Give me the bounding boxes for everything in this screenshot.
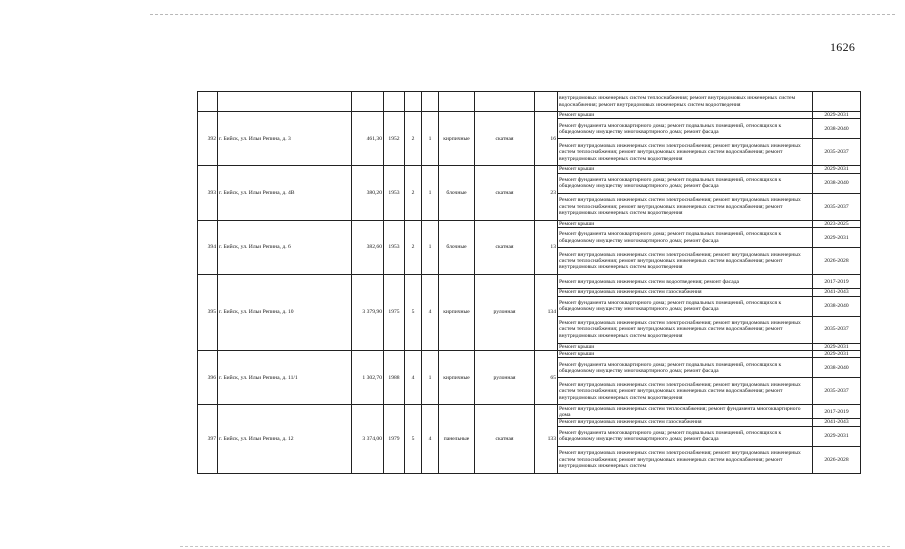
work-description: Ремонт фундамента многоквартирного дома; ремонт подвальных помещений, относящихся к общедомовому имуществу многоквартирного дома; ремонт фасада <box>558 173 813 193</box>
work-years: 2029-2031 <box>813 228 861 248</box>
floors-count: 2 <box>405 166 422 220</box>
work-years: 2038-2040 <box>813 173 861 193</box>
work-years: 2041-2043 <box>813 419 861 426</box>
empty-cell <box>198 92 218 112</box>
empty-cell <box>439 92 475 112</box>
house-area: 3 379,90 <box>352 275 384 351</box>
build-year: 1952 <box>384 112 405 166</box>
table-row <box>198 405 861 419</box>
work-description: Ремонт фундамента многоквартирного дома; ремонт подвальных помещений, относящихся к общедомовому имуществу многоквартирного дома; ремонт фасада <box>558 426 813 446</box>
residents-count: 133 <box>535 405 558 473</box>
repair-schedule-table-wrap <box>197 91 860 494</box>
entrances-count: 1 <box>422 351 439 405</box>
work-description: Ремонт фундамента многоквартирного дома; ремонт подвальных помещений, относящихся к общедомовому имуществу многоквартирного дома; ремонт фасада <box>558 296 813 316</box>
floors-count: 2 <box>405 220 422 274</box>
work-years: 2026-2028 <box>813 446 861 473</box>
floors-count: 5 <box>405 405 422 473</box>
work-description: Ремонт фундамента многоквартирного дома; ремонт подвальных помещений, относящихся к общедомовому имуществу многоквартирного дома; ремонт фасада <box>558 358 813 378</box>
work-years: 2038-2040 <box>813 358 861 378</box>
residents-count: 134 <box>535 275 558 351</box>
work-description: Ремонт внутридомовых инженерных систем электроснабжения; ремонт внутридомовых инженерных систем теплоснабжения; ремонт внутридомовых инженерных систем водоснабжения; ремонт внутридомовых инженерных систем водоотведения <box>558 316 813 343</box>
roof-type: рулонная <box>475 275 535 351</box>
residents-count: 23 <box>535 166 558 220</box>
entrances-count: 4 <box>422 275 439 351</box>
work-years: 2035-2037 <box>813 316 861 343</box>
floors-count: 4 <box>405 351 422 405</box>
work-description: Ремонт внутридомовых инженерных систем электроснабжения; ремонт внутридомовых инженерных систем теплоснабжения; ремонт внутридомовых инженерных систем водоснабжения; ремонт внутридомовых инженерных систем водоотведения <box>558 378 813 405</box>
work-description: Ремонт внутридомовых инженерных систем электроснабжения; ремонт внутридомовых инженерных систем теплоснабжения; ремонт внутридомовых инженерных систем водоснабжения; ремонт внутридомовых инженерных систем водоотведения <box>558 139 813 166</box>
wall-material: кирпичные <box>439 112 475 166</box>
table-row <box>198 166 861 173</box>
work-years: 2041-2043 <box>813 289 861 296</box>
work-years: 2038-2040 <box>813 296 861 316</box>
house-address: г. Бийск, ул. Ильи Репина, д. 10 <box>218 275 352 351</box>
work-years: 2026-2028 <box>813 248 861 275</box>
house-area: 1 302,70 <box>352 351 384 405</box>
work-years: 2023-2025 <box>813 220 861 227</box>
house-address: г. Бийск, ул. Ильи Репина, д. 4В <box>218 166 352 220</box>
roof-type: скатная <box>475 112 535 166</box>
residents-count: 16 <box>535 112 558 166</box>
work-description: Ремонт внутридомовых инженерных систем электроснабжения; ремонт внутридомовых инженерных систем теплоснабжения; ремонт внутридомовых инженерных систем водоснабжения; ремонт внутридомовых инженерных систем <box>558 446 813 473</box>
work-description: Ремонт внутридомовых инженерных систем газоснабжения <box>558 419 813 426</box>
wall-material: блочные <box>439 166 475 220</box>
row-number: 397 <box>198 405 218 473</box>
house-address: г. Бийск, ул. Ильи Репина, д. 12 <box>218 405 352 473</box>
work-description: Ремонт внутридомовых инженерных систем теплоснабжения; ремонт фундамента многоквартирного дома <box>558 405 813 419</box>
wall-material: панельные <box>439 405 475 473</box>
work-description: Ремонт внутридомовых инженерных систем газоснабжения <box>558 289 813 296</box>
empty-cell <box>475 92 535 112</box>
empty-cell <box>352 92 384 112</box>
work-description: Ремонт внутридомовых инженерных систем водоотведения; ремонт фасада <box>558 275 813 289</box>
house-address: г. Бийск, ул. Ильи Репина, д. 11/1 <box>218 351 352 405</box>
floors-count: 2 <box>405 112 422 166</box>
table-row <box>198 220 861 227</box>
row-number: 392 <box>198 112 218 166</box>
wall-material: блочные <box>439 220 475 274</box>
build-year: 1975 <box>384 275 405 351</box>
work-description: Ремонт фундамента многоквартирного дома; ремонт подвальных помещений, относящихся к общедомовому имуществу многоквартирного дома; ремонт фасада <box>558 228 813 248</box>
empty-cell <box>218 92 352 112</box>
table-row <box>198 275 861 289</box>
roof-type: скатная <box>475 220 535 274</box>
work-years: 2029-2031 <box>813 112 861 119</box>
work-description: внутридомовых инженерных систем теплоснабжения; ремонт внутридомовых инженерных систем водоснабжения; ремонт внутридомовых инженерных систем водоотведения <box>558 92 813 112</box>
house-area: 382,60 <box>352 220 384 274</box>
work-description: Ремонт внутридомовых инженерных систем электроснабжения; ремонт внутридомовых инженерных систем теплоснабжения; ремонт внутридомовых инженерных систем водоснабжения; ремонт внутридомовых инженерных систем водоотведения <box>558 193 813 220</box>
row-number: 394 <box>198 220 218 274</box>
table-row <box>198 351 861 358</box>
work-years: 2017-2019 <box>813 405 861 419</box>
work-description: Ремонт крыши <box>558 343 813 350</box>
work-years: 2029-2031 <box>813 351 861 358</box>
row-number: 395 <box>198 275 218 351</box>
work-years: 2035-2037 <box>813 193 861 220</box>
entrances-count: 1 <box>422 166 439 220</box>
work-description: Ремонт фундамента многоквартирного дома; ремонт подвальных помещений, относящихся к общедомовому имуществу многоквартирного дома; ремонт фасада <box>558 119 813 139</box>
repair-schedule-table <box>197 91 861 474</box>
row-number: 393 <box>198 166 218 220</box>
build-year: 1988 <box>384 351 405 405</box>
work-years: 2029-2031 <box>813 426 861 446</box>
scan-edge-top <box>150 14 895 15</box>
residents-count: 65 <box>535 351 558 405</box>
build-year: 1953 <box>384 220 405 274</box>
work-description: Ремонт крыши <box>558 166 813 173</box>
house-address: г. Бийск, ул. Ильи Репина, д. 6 <box>218 220 352 274</box>
work-description: Ремонт крыши <box>558 112 813 119</box>
entrances-count: 1 <box>422 112 439 166</box>
row-number: 396 <box>198 351 218 405</box>
table-body <box>198 92 861 474</box>
work-years: 2038-2040 <box>813 119 861 139</box>
work-years <box>813 92 861 112</box>
house-area: 380,20 <box>352 166 384 220</box>
wall-material: кирпичные <box>439 275 475 351</box>
table-row <box>198 112 861 119</box>
roof-type: скатная <box>475 405 535 473</box>
build-year: 1953 <box>384 166 405 220</box>
empty-cell <box>535 92 558 112</box>
scan-edge-bottom <box>180 546 890 547</box>
work-description: Ремонт крыши <box>558 351 813 358</box>
work-years: 2017-2019 <box>813 275 861 289</box>
house-address: г. Бийск, ул. Ильи Репина, д. 3 <box>218 112 352 166</box>
roof-type: рулонная <box>475 351 535 405</box>
work-years: 2029-2031 <box>813 343 861 350</box>
floors-count: 5 <box>405 275 422 351</box>
page-number: 1626 <box>830 40 856 54</box>
table-row <box>198 92 861 112</box>
work-years: 2029-2031 <box>813 166 861 173</box>
empty-cell <box>384 92 405 112</box>
roof-type: скатная <box>475 166 535 220</box>
work-description: Ремонт внутридомовых инженерных систем электроснабжения; ремонт внутридомовых инженерных систем теплоснабжения; ремонт внутридомовых инженерных систем водоснабжения; ремонт внутридомовых инженерных систем водоотведения <box>558 248 813 275</box>
residents-count: 13 <box>535 220 558 274</box>
work-years: 2035-2037 <box>813 378 861 405</box>
entrances-count: 1 <box>422 220 439 274</box>
build-year: 1979 <box>384 405 405 473</box>
house-area: 3 374,00 <box>352 405 384 473</box>
entrances-count: 4 <box>422 405 439 473</box>
work-description: Ремонт крыши <box>558 220 813 227</box>
empty-cell <box>422 92 439 112</box>
work-years: 2035-2037 <box>813 139 861 166</box>
wall-material: кирпичные <box>439 351 475 405</box>
house-area: 461,30 <box>352 112 384 166</box>
empty-cell <box>405 92 422 112</box>
